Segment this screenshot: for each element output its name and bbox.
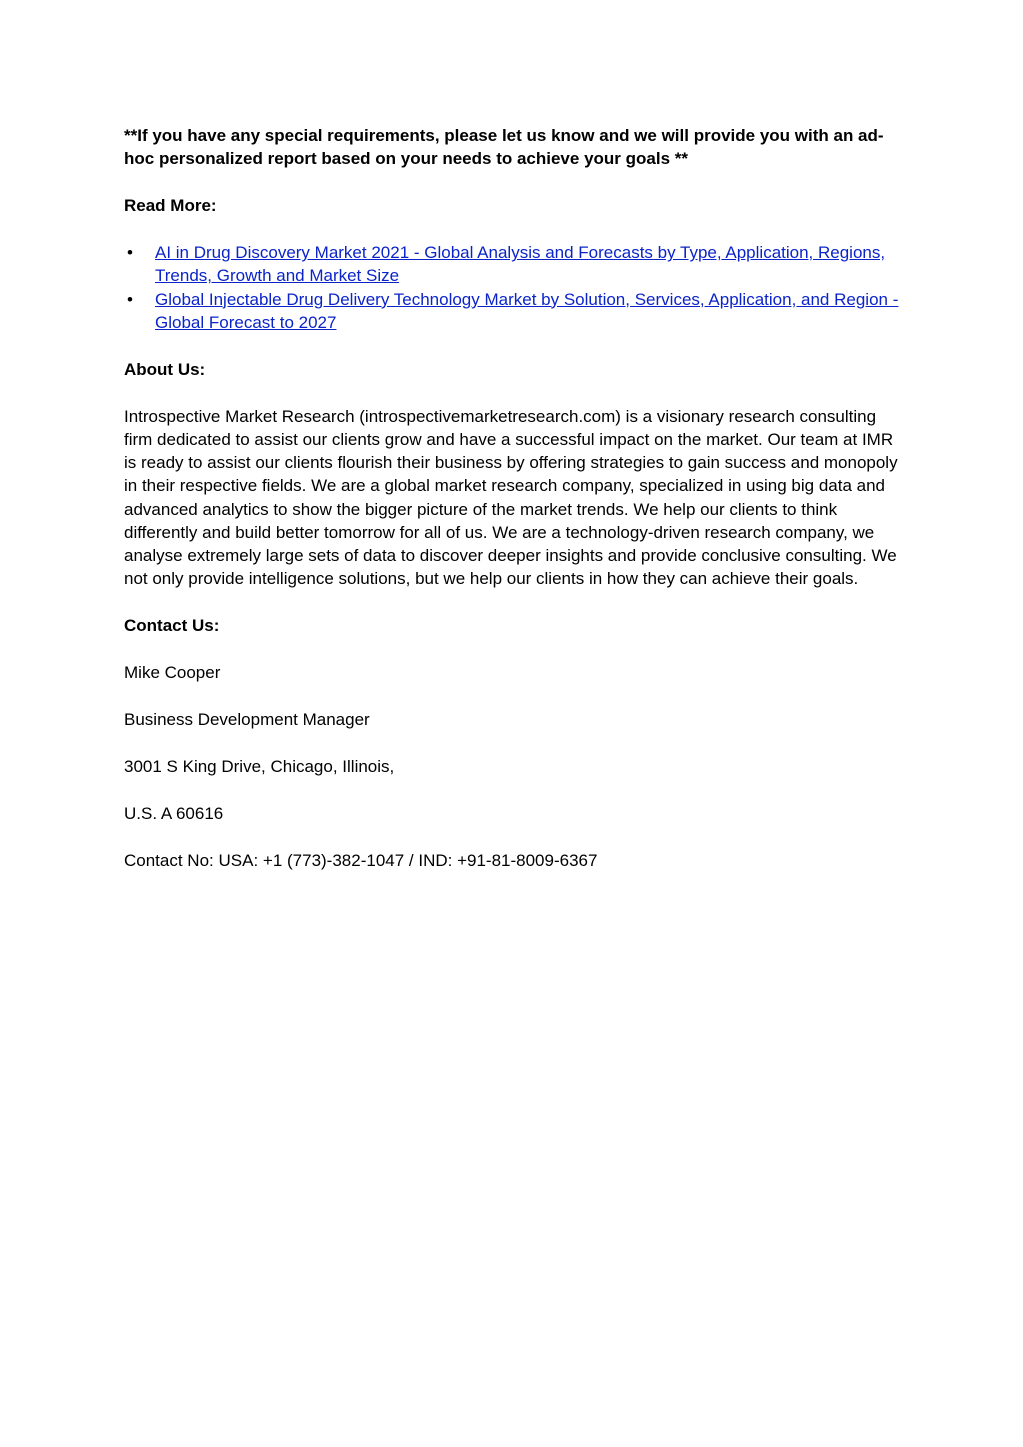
bullet-icon: • — [127, 289, 133, 309]
contact-address: 3001 S King Drive, Chicago, Illinois, — [124, 757, 395, 777]
contact-us-heading: Contact Us: — [124, 616, 220, 636]
bullet-icon: • — [127, 243, 133, 263]
contact-title: Business Development Manager — [124, 710, 370, 730]
ai-drug-discovery-link[interactable]: AI in Drug Discovery Market 2021 - Global Analysis and Forecasts by Type, Application, Regions, Trends, Growth and Market Size — [155, 243, 886, 286]
document-page — [124, 124, 904, 896]
injectable-drug-delivery-link[interactable]: Global Injectable Drug Delivery Technology Market by Solution, Services, Application, and Region - Global Forecast to 2027 — [155, 289, 899, 332]
list-item — [124, 288, 904, 334]
special-requirements-notice: **If you have any special requirements, please let us know and we will provide you with an ad-hoc personalized report based on your needs to achieve your goals ** — [124, 126, 884, 169]
list-item — [124, 241, 904, 287]
read-more-heading: Read More: — [124, 196, 217, 216]
about-us-body: Introspective Market Research (introspectivemarketresearch.com) is a visionary research consulting firm dedicated to assist our clients grow and have a successful impact on the market. Our team at IMR is ready to assist our clients flourish their business by offering strategies to gain success and monopoly in their respective fields. We are a global market research company, specialized in using big data and advanced analytics to show the bigger picture of the market trends. We help our clients to think differently and build better tomorrow for all of us. We are a technology-driven research company, we analyse extremely large sets of data to discover deeper insights and provide conclusive consulting. We not only provide intelligence solutions, but we help our clients in how they can achieve their goals. — [124, 406, 898, 589]
contact-phone: Contact No: USA: +1 (773)-382-1047 / IND: +91-81-8009-6367 — [124, 851, 598, 871]
contact-country-zip: U.S. A 60616 — [124, 804, 224, 824]
contact-name: Mike Cooper — [124, 663, 221, 683]
about-us-heading: About Us: — [124, 359, 206, 379]
read-more-list — [124, 241, 904, 334]
